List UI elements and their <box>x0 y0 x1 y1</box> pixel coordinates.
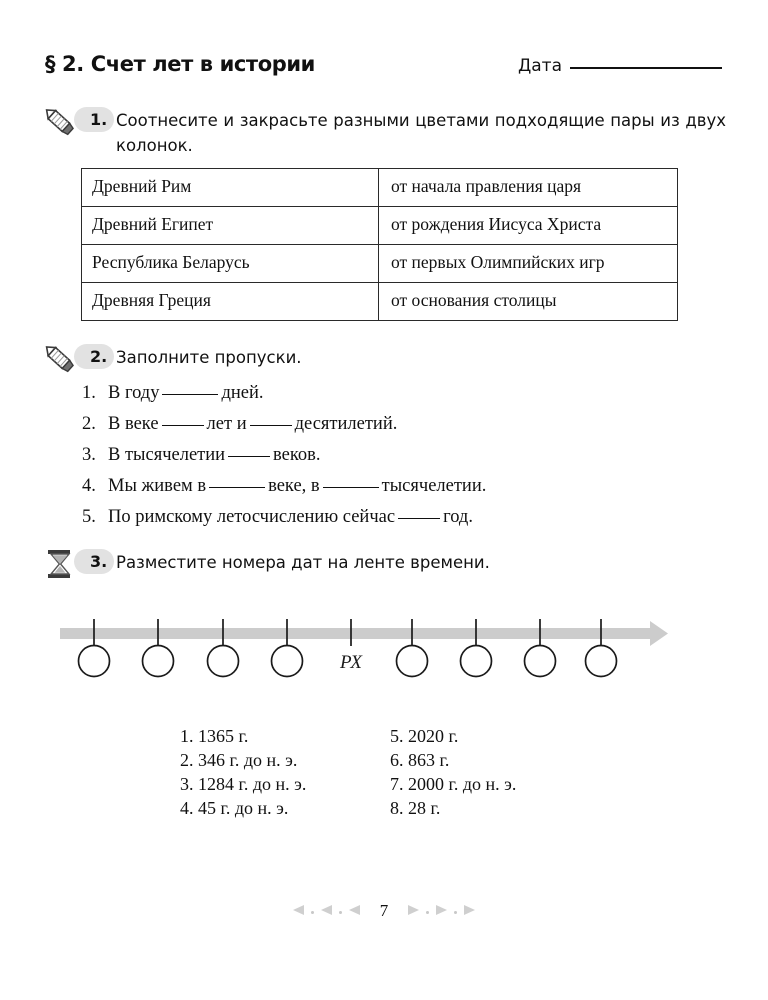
task-3-number: 3. <box>74 549 114 574</box>
table-row[interactable] <box>82 245 678 283</box>
task-1-number: 1. <box>74 107 114 132</box>
date-input-line[interactable] <box>570 67 722 69</box>
answer-circle[interactable] <box>397 646 428 677</box>
fill-blank[interactable] <box>162 394 218 395</box>
ornament-dot <box>311 911 314 914</box>
ornament-dot <box>454 911 457 914</box>
table-cell-right[interactable]: от рождения Иисуса Христа <box>379 207 678 245</box>
date-field-group <box>518 56 722 76</box>
right-triangle-icon <box>435 903 448 921</box>
answer-circle[interactable] <box>525 646 556 677</box>
fill-blank[interactable] <box>209 487 265 488</box>
table-row[interactable] <box>82 169 678 207</box>
table-row[interactable] <box>82 283 678 321</box>
date-option[interactable]: 7. 2000 г. до н. э. <box>390 774 517 794</box>
list-item-index: 5. <box>82 507 96 527</box>
left-triangle-icon <box>320 903 333 921</box>
date-option[interactable]: 2. 346 г. до н. э. <box>180 750 298 770</box>
date-option[interactable]: 1. 1365 г. <box>180 726 249 746</box>
list-item-index: 1. <box>82 383 96 403</box>
answer-circle[interactable] <box>208 646 239 677</box>
table-row[interactable] <box>82 207 678 245</box>
list-item-text-part: В тысячелетии <box>108 445 226 465</box>
list-item-text-part: Мы живем в <box>108 476 207 496</box>
list-item <box>82 445 682 476</box>
table-cell-left[interactable]: Древний Египет <box>82 207 379 245</box>
list-item-index: 3. <box>82 445 96 465</box>
dates-column-right <box>390 726 600 822</box>
answer-circle[interactable] <box>79 646 110 677</box>
list-item-text-part: веке, в <box>268 476 320 496</box>
list-item-text-part: год. <box>443 507 473 527</box>
list-item <box>82 383 682 414</box>
date-option[interactable]: 3. 1284 г. до н. э. <box>180 774 307 794</box>
table-cell-right[interactable]: от основания столицы <box>379 283 678 321</box>
right-triangle-icon <box>407 903 420 921</box>
list-item <box>82 414 682 445</box>
page-footer <box>0 902 768 922</box>
left-triangle-icon <box>348 903 361 921</box>
fill-blank[interactable] <box>398 518 440 519</box>
task-1-header <box>38 104 738 155</box>
match-table <box>81 168 678 321</box>
ornament-dot <box>339 911 342 914</box>
page-number: 7 <box>379 901 389 920</box>
right-triangle-icon <box>463 903 476 921</box>
task-1-text: Соотнесите и закрасьте разными цветами подходящие пары из двух колонок. <box>116 111 726 155</box>
list-item-text-part: веков. <box>273 445 321 465</box>
date-option[interactable]: 6. 863 г. <box>390 750 450 770</box>
list-item-index: 2. <box>82 414 96 434</box>
timeline-birth-of-christ-label: РХ <box>339 652 363 673</box>
fill-blank[interactable] <box>162 425 204 426</box>
task-2-number: 2. <box>74 344 114 369</box>
list-item-text-part: В году <box>108 383 160 403</box>
list-item <box>82 507 682 538</box>
page-header <box>45 52 725 86</box>
date-option[interactable]: 8. 28 г. <box>390 798 441 818</box>
list-item-text-part: дней. <box>221 383 264 403</box>
date-option[interactable]: 4. 45 г. до н. э. <box>180 798 289 818</box>
task-3 <box>38 546 738 580</box>
left-triangle-icon <box>292 903 305 921</box>
task-3-header <box>38 546 738 580</box>
list-item-text-part: В веке <box>108 414 159 434</box>
page-title: § 2. Счет лет в истории <box>45 52 315 76</box>
list-item-text-part: десятилетий. <box>294 414 398 434</box>
dates-answer-bank <box>180 726 600 822</box>
table-cell-right[interactable]: от начала правления царя <box>379 169 678 207</box>
task-2 <box>38 341 738 375</box>
answer-circle[interactable] <box>143 646 174 677</box>
answer-circle[interactable] <box>461 646 492 677</box>
table-cell-left[interactable]: Республика Беларусь <box>82 245 379 283</box>
table-cell-right[interactable]: от первых Олимпийских игр <box>379 245 678 283</box>
fill-blank[interactable] <box>323 487 379 488</box>
table-cell-left[interactable]: Древний Рим <box>82 169 379 207</box>
list-item-index: 4. <box>82 476 96 496</box>
dates-column-left <box>180 726 390 822</box>
time-line-diagram <box>0 600 768 710</box>
task-2-text: Заполните пропуски. <box>116 348 302 367</box>
table-cell-left[interactable]: Древняя Греция <box>82 283 379 321</box>
fill-blank[interactable] <box>228 456 270 457</box>
task-2-header <box>38 341 738 375</box>
list-item-text-part: По римскому летосчислению сейчас <box>108 507 396 527</box>
fill-blank[interactable] <box>250 425 292 426</box>
list-item-text-part: тысячелетии. <box>381 476 487 496</box>
ornament-dot <box>426 911 429 914</box>
timeline-arrow <box>60 621 668 646</box>
answer-circle[interactable] <box>586 646 617 677</box>
answer-circle[interactable] <box>272 646 303 677</box>
date-label: Дата <box>517 56 562 76</box>
task-1 <box>38 104 738 155</box>
fill-in-list <box>82 383 682 538</box>
list-item <box>82 476 682 507</box>
date-option[interactable]: 5. 2020 г. <box>390 726 459 746</box>
list-item-text-part: лет и <box>206 414 247 434</box>
task-3-text: Разместите номера дат на ленте времени. <box>116 553 490 572</box>
